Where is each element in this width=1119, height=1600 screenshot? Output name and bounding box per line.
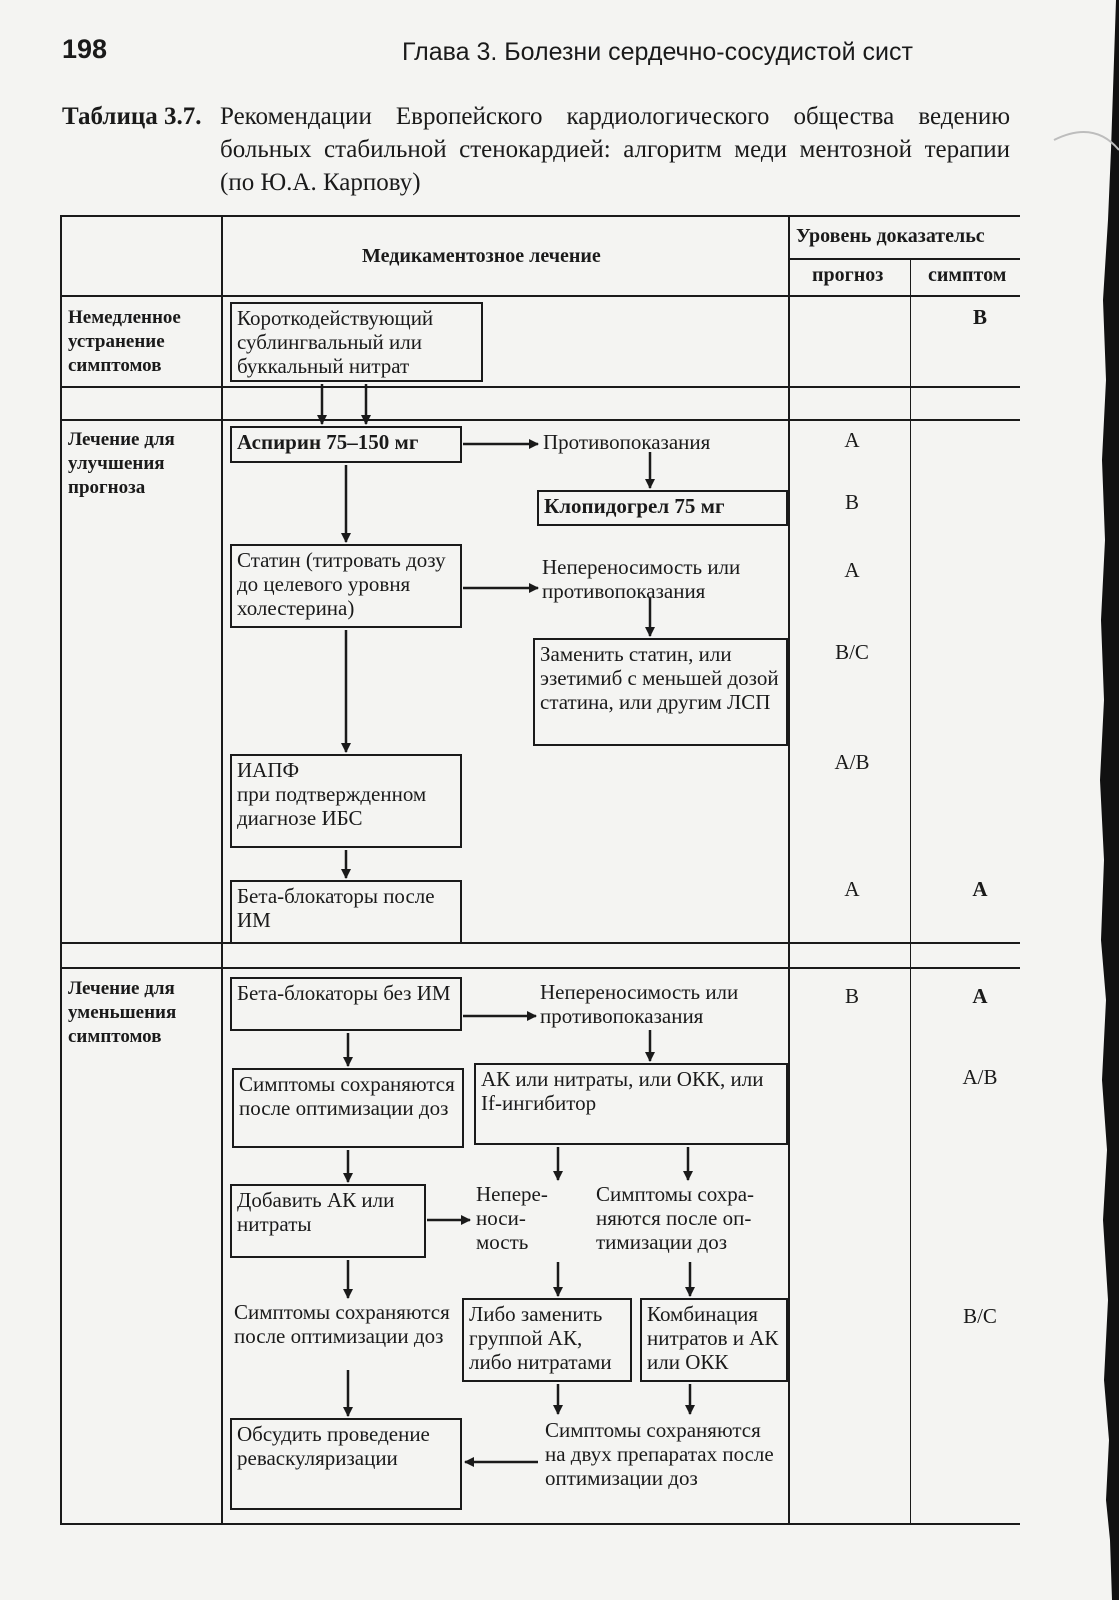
level-clopidogrel-prognosis: B: [844, 490, 859, 514]
page-number: 198: [62, 34, 108, 64]
table-caption-text: Рекомендации Европейского кардиологического общества ведению больных стабильной стенокардией: алгоритм меди ментозной терапии (по Ю.А. Карпову): [220, 103, 1010, 196]
revascularization-box: Обсудить проведение реваскуляризации: [230, 1418, 462, 1510]
clopidogrel-box: Клопидогрел 75 мг: [537, 490, 788, 526]
nitrate-box: Короткодействующий сублингвальный или буккальный нитрат: [230, 302, 483, 382]
acei-note: при подтвержденном диагнозе ИБС: [237, 782, 427, 830]
table-caption-label: Таблица 3.7.: [62, 103, 202, 130]
statin-box: Статин (титровать дозу до целевого уровня холестерина): [230, 544, 462, 628]
add-ak-nitrates-box: Добавить АК или нитраты: [230, 1184, 426, 1258]
replace-statin-box: Заменить статин, или эзетимиб с меньшей дозой статина, или другим ЛСП: [533, 638, 788, 746]
level-bb-mi-prognosis: A: [844, 877, 860, 901]
combination-box: Комбинация нитратов и АК или ОКК: [640, 1298, 788, 1382]
level-bb-mi-symptoms: A: [972, 877, 988, 901]
level-bb-prognosis: B: [844, 984, 859, 1008]
section-label-prognosis: Лечение для улучшения прогноза: [68, 429, 175, 498]
section-label-immediate: Немедленное устранение симптомов: [68, 307, 181, 376]
column-header-prognosis: прогноз: [812, 264, 884, 286]
beta-blockers-after-mi-box: Бета-блокаторы после ИМ: [230, 880, 462, 942]
column-header-treatment: Медикаментозное лечение: [362, 245, 601, 267]
column-header-evidence: Уровень доказательс: [796, 225, 985, 247]
symptoms-two-drugs-text: Симптомы сохраняются на двух препаратах после оптимизации доз: [545, 1418, 774, 1490]
intolerance-text-3: Непере-носи-мость: [476, 1182, 548, 1254]
intolerance-text-2: Непереносимость или противопоказания: [540, 980, 739, 1028]
level-alternatives-symptoms: A/B: [962, 1065, 998, 1089]
symptoms-persist-text-right: Симптомы сохра-няются после оп-тимизации доз: [596, 1182, 755, 1254]
intolerance-text-1: Непереносимость или противопоказания: [542, 555, 741, 603]
symptoms-persist-box-1: Симптомы сохраняются после оптимизации доз: [232, 1068, 464, 1148]
beta-blockers-no-mi-box: Бета-блокаторы без ИМ: [230, 977, 462, 1031]
symptoms-persist-text-2: Симптомы сохраняются после оптимизации доз: [234, 1300, 450, 1348]
section-label-symptoms: Лечение для уменьшения симптомов: [68, 978, 177, 1047]
aspirin-box: Аспирин 75–150 мг: [230, 426, 462, 463]
scan-edge-shadow: [1014, 0, 1119, 1600]
level-aspirin-prognosis: A: [844, 428, 860, 452]
replace-group-box: Либо заменить группой АК, либо нитратами: [462, 1298, 632, 1382]
level-statin-prognosis: A: [844, 558, 860, 582]
level-nitrate-symptoms: B: [972, 305, 987, 329]
level-acei-prognosis: A/B: [834, 750, 870, 774]
column-header-symptoms: симптом: [928, 264, 1007, 286]
level-replace-prognosis: B/C: [835, 640, 869, 664]
running-head: Глава 3. Болезни сердечно-сосудистой сист: [402, 38, 913, 66]
alternatives-box: АК или нитраты, или ОКК, или If-ингибитор: [474, 1063, 788, 1145]
acei-title: ИАПФ: [237, 758, 300, 782]
level-bb-symptoms: A: [972, 984, 988, 1008]
level-combination-symptoms: B/C: [963, 1304, 997, 1328]
contraindications-text: Противопоказания: [543, 430, 711, 454]
